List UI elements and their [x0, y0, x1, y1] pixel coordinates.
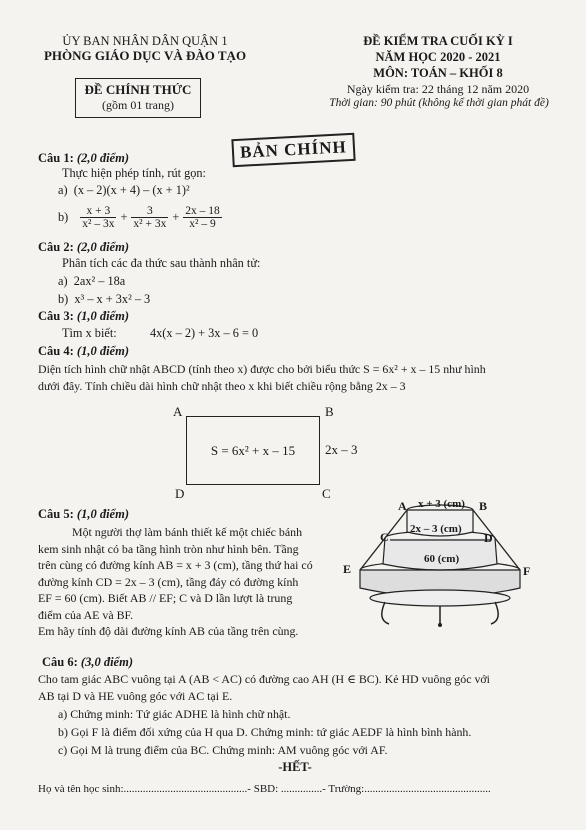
fig-point-A: A: [398, 499, 407, 513]
question-3-equation: 4x(x – 2) + 3x – 6 = 0: [150, 326, 259, 340]
fig-point-C: C: [380, 530, 389, 544]
point-A: A: [173, 404, 183, 419]
question-6b: b) Gọi F là điểm đối xứng của H qua D. Chứng minh: tứ giác AEDF là hình bình hành.: [58, 725, 472, 739]
student-info-line: Họ và tên học sinh:.............................................- SBD: ...............- Trường:..............................................: [38, 783, 491, 795]
question-1b: b) $\frac{x + 3}{\text{x² – 3x}}$ + $\frac{3}{\text{x² + 3x}}$ + $\frac{2x - 18}{\text{x² – 9}}$: [58, 205, 220, 230]
question-3-title: Câu 3: (1,0 điểm): [38, 309, 129, 323]
question-2b: b) x³ – x + 3x² – 3: [58, 292, 151, 306]
question-2-title: Câu 2: (2,0 điểm): [38, 240, 129, 254]
end-marker: -HẾT-: [278, 760, 312, 774]
official-title: ĐỀ CHÍNH THỨC: [84, 82, 192, 97]
area-expression: S = 6x² + x – 15: [210, 442, 296, 458]
cake-figure: [355, 498, 525, 633]
question-4-line1: Diện tích hình chữ nhật ABCD (tính theo x) được cho bởi biểu thức S = 6x² + x – 15 như hình: [38, 362, 486, 376]
point-B: B: [325, 404, 334, 419]
fig-point-E: E: [343, 562, 352, 576]
question-6c: c) Gọi M là trung điểm của BC. Chứng minh: AM vuông góc với AF.: [58, 743, 388, 757]
question-6a: a) Chứng minh: Tứ giác ADHE là hình chữ nhật.: [58, 707, 291, 721]
question-4-title: Câu 4: (1,0 điểm): [38, 344, 129, 358]
fig-ab-label: x + 3 (cm): [418, 498, 465, 510]
point-D: D: [175, 486, 185, 501]
question-1-intro: Thực hiện phép tính, rút gọn:: [62, 166, 206, 180]
fig-ef-label: 60 (cm): [424, 553, 460, 565]
official-subtitle: (gồm 01 trang): [102, 98, 174, 112]
question-6-line2: AB tại D và HE vuông góc với AC tại E.: [38, 689, 233, 703]
official-box: [75, 78, 201, 118]
original-stamp: BẢN CHÍNH: [231, 133, 355, 167]
exam-title: ĐỀ KIỂM TRA CUỐI KỲ I: [363, 34, 513, 48]
question-1-title: Câu 1: (2,0 điểm): [38, 151, 129, 165]
question-6-title: Câu 6: (3,0 điểm): [42, 655, 133, 669]
question-2-intro: Phân tích các đa thức sau thành nhân tử:: [62, 256, 261, 270]
department-name: ỦY BAN NHÂN DÂN QUẬN 1: [62, 34, 228, 48]
point-C: C: [322, 486, 331, 501]
question-5-title: Câu 5: (1,0 điểm): [38, 507, 129, 521]
school-year: NĂM HỌC 2020 - 2021: [375, 50, 501, 64]
fraction-2: $\frac{3}{\text{x² + 3x}}$: [133, 205, 167, 230]
fig-cd-label: 2x – 3 (cm): [410, 523, 462, 535]
width-label: 2x – 3: [325, 442, 358, 457]
rectangle-abcd: [186, 416, 320, 485]
fig-point-D: D: [484, 531, 493, 545]
question-1a: a) (x – 2)(x + 4) – (x + 1)²: [58, 183, 190, 197]
question-3-text: Tìm x biết:: [62, 326, 117, 340]
fraction-1: $\frac{x + 3}{\text{x² – 3x}}$: [82, 205, 115, 230]
fig-point-B: B: [479, 499, 488, 513]
question-5-text: Một người thợ làm bánh thiết kế một chiếc bánh kem sinh nhật có ba tầng hình tròn như hình bên. Tầng trên cùng có đường kính AB = x + 3 (cm), tầng thứ hai có đường kính CD = 2x – 3 (cm), tầng đáy có đường kính EF = 60 (cm). Biết AB // EF; C và D lần lượt là trung điểm của AE và BF. Em hãy tính độ dài đường kính AB của tầng trên cùng.: [38, 525, 313, 638]
exam-duration: Thời gian: 90 phút (không kể thời gian phát đề): [329, 97, 549, 109]
question-6-line1: Cho tam giác ABC vuông tại A (AB < AC) có đường cao AH (H ∈ BC). Kẻ HD vuông góc với: [38, 672, 490, 686]
subject: MÔN: TOÁN – KHỐI 8: [373, 66, 503, 80]
fraction-3: $\frac{2x - 18}{\text{x² – 9}}$: [185, 205, 220, 230]
exam-date: Ngày kiểm tra: 22 tháng 12 năm 2020: [346, 82, 530, 96]
question-4-line2: dưới đây. Tính chiều dài hình chữ nhật theo x khi biết chiều rộng bằng 2x – 3: [38, 379, 406, 393]
question-2a: a) 2ax² – 18a: [58, 274, 126, 288]
office-name: PHÒNG GIÁO DỤC VÀ ĐÀO TẠO: [43, 48, 247, 63]
fig-point-F: F: [523, 564, 531, 578]
